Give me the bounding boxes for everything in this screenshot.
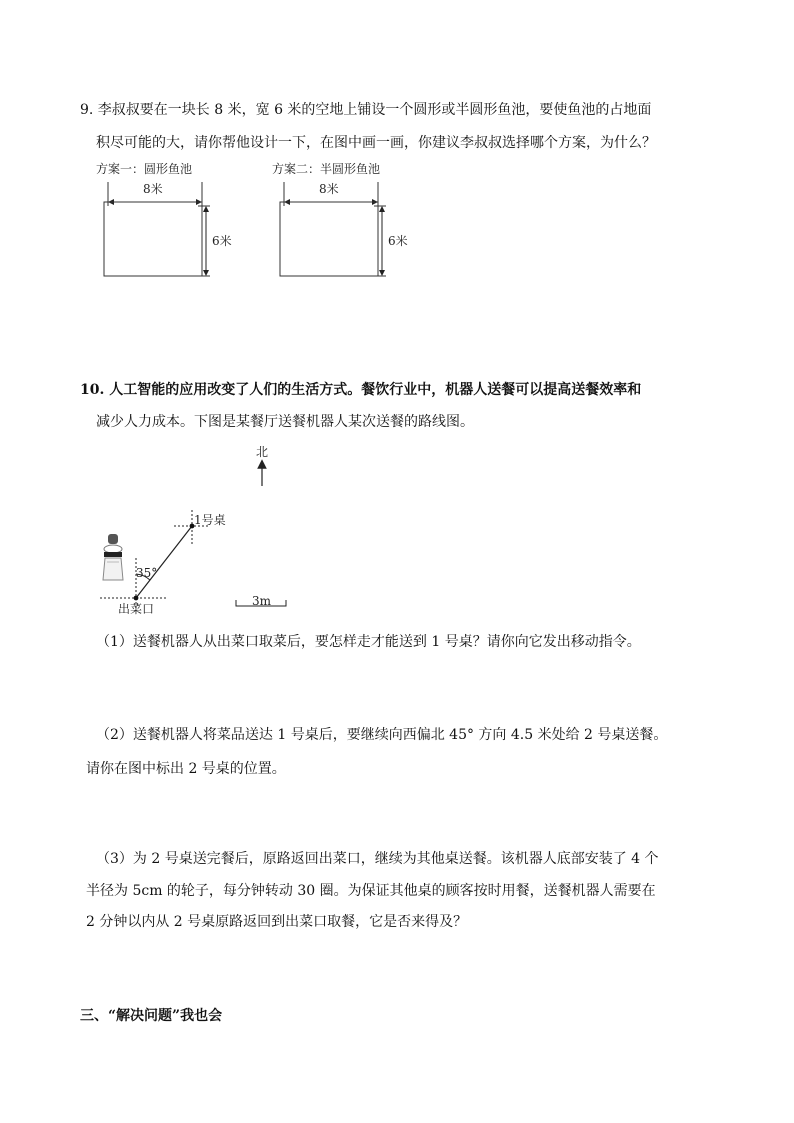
route-line bbox=[136, 526, 192, 598]
plan1-width-label: 6米 bbox=[212, 234, 232, 248]
plan2-length-label: 8米 bbox=[319, 182, 339, 196]
plan1-rectangle bbox=[104, 202, 202, 276]
plan1-length-label: 8米 bbox=[143, 182, 163, 196]
q10-sub3-line-3: 2 分钟以内从 2 号桌原路返回到出菜口取餐，它是否来得及？ bbox=[86, 914, 468, 930]
scale-label: 3m bbox=[252, 594, 272, 608]
q10-sub2-line-1: （2）送餐机器人将菜品送达 1 号桌后，要继续向西偏北 45° 方向 4.5 米处给 2 号桌送餐。 bbox=[96, 727, 668, 743]
plan2-rectangle-figure bbox=[274, 178, 414, 280]
plan1-title: 方案一：圆形鱼池 bbox=[96, 162, 193, 176]
plan2-rectangle bbox=[280, 202, 378, 276]
q9-text-line-2: 积尽可能的大，请你帮他设计一下，在图中画一画，你建议李叔叔选择哪个方案，为什么？ bbox=[96, 135, 656, 151]
table1-label: 1号桌 bbox=[194, 513, 226, 527]
q10-sub3-line-1: （3）为 2 号桌送完餐后，原路返回出菜口，继续为其他桌送餐。该机器人底部安装了 4 个 bbox=[96, 851, 659, 867]
q10-sub3-line-2: 半径为 5cm 的轮子，每分钟转动 30 圈。为保证其他桌的顾客按时用餐，送餐机器人需要在 bbox=[86, 883, 656, 899]
q10-text-line-1: 10. 人工智能的应用改变了人们的生活方式。餐饮行业中，机器人送餐可以提高送餐效率和 bbox=[80, 382, 642, 398]
section-3-heading: 三、“解决问题”我也会 bbox=[80, 1008, 223, 1024]
plan1-rectangle-figure bbox=[98, 178, 238, 280]
q9-text-line-1: 9. 李叔叔要在一块长 8 米，宽 6 米的空地上铺设一个圆形或半圆形鱼池，要使鱼池的占地面 bbox=[80, 102, 652, 118]
origin-label: 出菜口 bbox=[118, 602, 155, 616]
angle-label: 35° bbox=[136, 566, 158, 580]
north-label: 北 bbox=[256, 445, 269, 459]
q10-sub2-line-2: 请你在图中标出 2 号桌的位置。 bbox=[86, 761, 286, 777]
plan2-title: 方案二：半圆形鱼池 bbox=[272, 162, 381, 176]
plan2-width-label: 6米 bbox=[388, 234, 408, 248]
robot-icon bbox=[103, 534, 123, 580]
q10-text-line-2: 减少人力成本。下图是某餐厅送餐机器人某次送餐的路线图。 bbox=[96, 414, 474, 430]
q10-sub1: （1）送餐机器人从出菜口取菜后，要怎样走才能送到 1 号桌？请你向它发出移动指令。 bbox=[96, 634, 641, 650]
